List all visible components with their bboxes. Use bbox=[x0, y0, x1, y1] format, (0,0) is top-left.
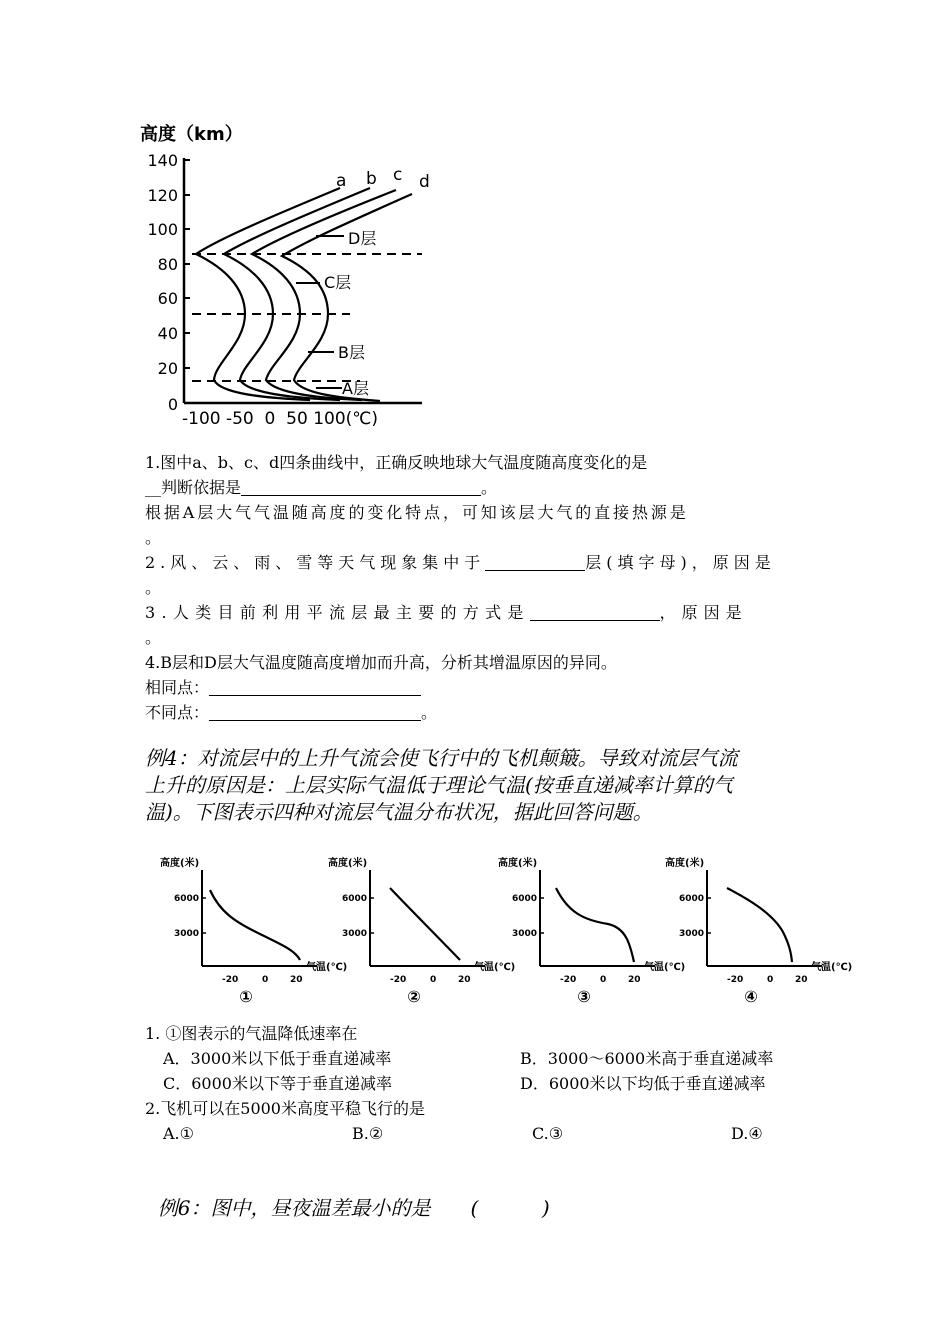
fig1-ytick: 80 bbox=[157, 255, 178, 274]
small-chart-ytick: 6000 bbox=[173, 894, 199, 904]
small-chart-xlabel: 气温(℃) bbox=[811, 962, 853, 973]
question-1 bbox=[145, 450, 805, 550]
example-6-text: 例6：图中，昼夜温差最小的是 bbox=[157, 1196, 431, 1220]
fig1-ytick: 100 bbox=[147, 220, 178, 239]
small-chart-curve-4 bbox=[727, 888, 792, 962]
question-4-diff-label: 不同点： bbox=[145, 703, 210, 722]
question-3-line bbox=[145, 600, 805, 625]
question-4 bbox=[145, 650, 805, 725]
example-4-line3: 温)。下图表示四种对流层气温分布状况，据此回答问题。 bbox=[145, 800, 653, 824]
curve-label-d: d bbox=[419, 172, 430, 192]
layer-label-b: B层 bbox=[338, 343, 365, 362]
question-3-prefix: 3.人类目前利用平流层最主要的方式是 bbox=[145, 603, 530, 622]
question-2-blank[interactable] bbox=[485, 552, 585, 571]
small-chart-xtick: 0 bbox=[600, 975, 607, 985]
small-chart-ytick: 3000 bbox=[678, 929, 704, 939]
small-chart-ytick: 6000 bbox=[678, 894, 704, 904]
fig1-ytick: 0 bbox=[167, 395, 178, 414]
small-chart-xlabel: 气温(℃) bbox=[306, 962, 348, 973]
layer-label-a: A层 bbox=[342, 379, 369, 398]
small-chart-xtick: -20 bbox=[727, 975, 744, 985]
small-chart-xtick: 0 bbox=[262, 975, 269, 985]
small-chart-xtick: -20 bbox=[560, 975, 577, 985]
question-3-end: 。 bbox=[145, 628, 162, 647]
question-2-prefix: 2.风、云、雨、雪等天气现象集中于 bbox=[145, 553, 486, 572]
question-2 bbox=[145, 550, 805, 600]
small-chart-label: ① bbox=[239, 987, 253, 1006]
mc2-option-b[interactable]: B.② bbox=[352, 1124, 384, 1143]
small-chart-ylabel: 高度(米) bbox=[328, 858, 368, 869]
example-4-intro bbox=[145, 745, 815, 826]
mc2-option-a[interactable]: A.① bbox=[163, 1124, 194, 1143]
question-2-end: 。 bbox=[145, 578, 162, 597]
small-chart-label: ② bbox=[407, 987, 421, 1006]
small-chart-xlabel: 气温(℃) bbox=[474, 962, 516, 973]
mc2-option-d[interactable]: D.④ bbox=[731, 1124, 763, 1143]
small-chart-ylabel: 高度(米) bbox=[498, 858, 538, 869]
curve-d bbox=[282, 194, 412, 401]
small-chart-ylabel: 高度(米) bbox=[160, 858, 200, 869]
small-chart-xtick: -20 bbox=[390, 975, 407, 985]
question-4-same bbox=[145, 675, 805, 700]
question-3 bbox=[145, 600, 805, 650]
small-chart-xtick: 20 bbox=[290, 975, 303, 985]
question-4-line1: 4.B层和D层大气温度随高度增加而升高，分析其增温原因的异同。 bbox=[145, 653, 617, 672]
curve-label-a: a bbox=[336, 171, 347, 191]
small-chart-xtick: 0 bbox=[430, 975, 437, 985]
question-1-line1: 1.图中a、b、c、d四条曲线中，正确反映地球大气温度随高度变化的是 bbox=[145, 453, 648, 472]
mc1-option-a[interactable]: A．3000米以下低于垂直递减率 bbox=[163, 1049, 392, 1068]
question-1-basis-label: __判断依据是 bbox=[145, 478, 242, 497]
question-1-line2 bbox=[145, 475, 805, 500]
small-chart-xlabel: 气温(℃) bbox=[644, 962, 686, 973]
question-4-diff bbox=[145, 700, 805, 725]
atmosphere-structure-diagram bbox=[130, 118, 450, 433]
curve-label-b: b bbox=[366, 169, 377, 189]
mc1-option-c[interactable]: C．6000米以下等于垂直递减率 bbox=[163, 1074, 392, 1093]
small-chart-curve-1 bbox=[210, 890, 300, 960]
small-chart-xtick: -20 bbox=[222, 975, 239, 985]
small-chart-ytick: 6000 bbox=[341, 894, 367, 904]
question-1-basis-blank[interactable] bbox=[241, 477, 481, 496]
fig1-x-tick-labels: -100 -50 0 50 100(℃) bbox=[182, 409, 379, 429]
mc-question-1 bbox=[145, 1021, 815, 1093]
mc1-option-b[interactable]: B．3000～6000米高于垂直递减率 bbox=[520, 1049, 774, 1068]
fig1-ytick: 60 bbox=[157, 289, 178, 308]
example-4-line1: 例4：对流层中的上升气流会使飞行中的飞机颠簸。导致对流层气流 bbox=[145, 746, 738, 770]
question-1-line3-end: 。 bbox=[145, 528, 162, 547]
fig1-y-axis-label: 高度（km） bbox=[140, 124, 243, 145]
small-chart-label: ③ bbox=[577, 987, 591, 1006]
small-charts-group bbox=[160, 856, 852, 1006]
small-chart-xtick: 20 bbox=[628, 975, 641, 985]
layer-label-d: D层 bbox=[348, 229, 377, 248]
question-4-diff-end: 。 bbox=[421, 703, 438, 722]
example-6-paren: ( ) bbox=[470, 1196, 550, 1220]
question-3-blank[interactable] bbox=[530, 602, 660, 621]
small-chart-xtick: 20 bbox=[458, 975, 471, 985]
troposphere-charts bbox=[160, 852, 865, 1012]
fig1-ytick: 40 bbox=[157, 324, 178, 343]
question-4-same-label: 相同点： bbox=[145, 678, 210, 697]
small-chart-xtick: 0 bbox=[767, 975, 774, 985]
small-chart-curve-3 bbox=[556, 888, 634, 962]
fig1-ytick: 120 bbox=[147, 186, 178, 205]
mc-question-2 bbox=[145, 1096, 815, 1143]
layer-label-c: C层 bbox=[324, 273, 352, 292]
fig1-ytick: 20 bbox=[157, 359, 178, 378]
small-chart-ytick: 3000 bbox=[511, 929, 537, 939]
question-4-diff-blank[interactable] bbox=[209, 702, 421, 721]
question-1-line3: 根据A层大气气温随高度的变化特点，可知该层大气的直接热源是 bbox=[145, 503, 689, 522]
mc1-stem: 1. ①图表示的气温降低速率在 bbox=[145, 1024, 358, 1043]
fig1-ytick: 140 bbox=[147, 151, 178, 170]
example-6 bbox=[145, 1168, 550, 1222]
small-chart-curve-2 bbox=[390, 888, 460, 960]
small-chart-ytick: 3000 bbox=[341, 929, 367, 939]
question-1-line2-end: 。 bbox=[481, 478, 498, 497]
small-chart-ytick: 3000 bbox=[173, 929, 199, 939]
question-4-same-blank[interactable] bbox=[209, 677, 421, 696]
mc2-option-c[interactable]: C.③ bbox=[532, 1124, 564, 1143]
curve-label-c: c bbox=[393, 165, 403, 185]
small-chart-xtick: 20 bbox=[795, 975, 808, 985]
question-2-line bbox=[145, 550, 805, 575]
small-chart-ytick: 6000 bbox=[511, 894, 537, 904]
question-3-suffix: ，原因是 bbox=[659, 603, 748, 622]
mc1-option-d[interactable]: D．6000米以下均低于垂直递减率 bbox=[520, 1074, 766, 1093]
example-4-line2: 上升的原因是：上层实际气温低于理论气温(按垂直递减率计算的气 bbox=[145, 773, 733, 797]
small-chart-label: ④ bbox=[744, 987, 758, 1006]
small-chart-ylabel: 高度(米) bbox=[665, 858, 705, 869]
question-2-suffix: 层(填字母)，原因是 bbox=[585, 553, 776, 572]
mc2-stem: 2.飞机可以在5000米高度平稳飞行的是 bbox=[145, 1099, 425, 1118]
